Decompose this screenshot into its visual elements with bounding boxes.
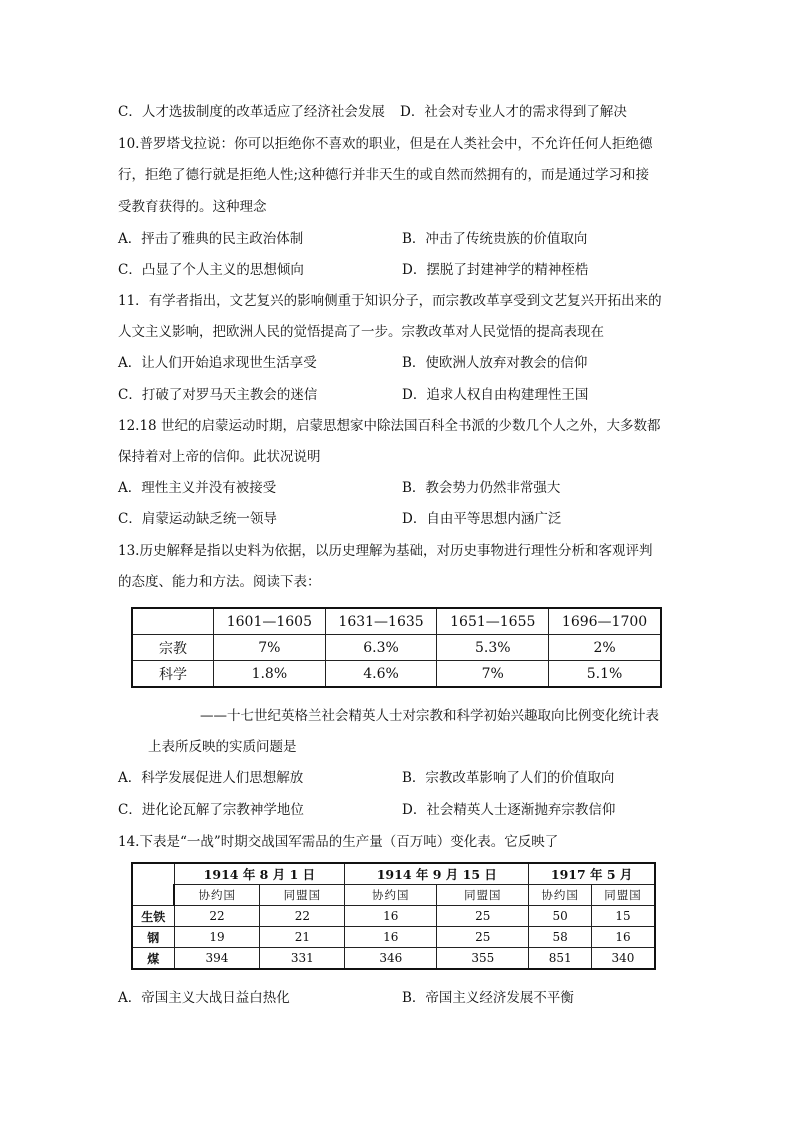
table-cell: 340 bbox=[591, 948, 655, 970]
table-header: 1696—1700 bbox=[549, 608, 661, 635]
q13-question: 上表所反映的实质问题是 bbox=[148, 739, 297, 755]
table-cell: 5.3% bbox=[437, 635, 549, 661]
table-cell: 6.3% bbox=[325, 635, 437, 661]
q11-option-a: A．让人们开始追求现世生活享受 bbox=[118, 355, 317, 371]
table-header-side: 同盟国 bbox=[437, 885, 529, 906]
table-cell: 331 bbox=[260, 948, 345, 970]
q10-stem-line2: 行，拒绝了德行就是拒绝人性;这种德行并非天生的或自然而然拥有的，而是通过学习和接 bbox=[118, 167, 650, 183]
row-label: 科学 bbox=[132, 661, 214, 688]
row-label: 宗教 bbox=[132, 635, 214, 661]
q9-option-c: C．人才选拔制度的改革适应了经济社会发展 bbox=[118, 104, 385, 120]
table-cell: 1.8% bbox=[214, 661, 326, 688]
q10-option-d: D．摆脱了封建神学的精神桎梏 bbox=[402, 262, 589, 278]
table-cell: 16 bbox=[345, 927, 437, 948]
q13-table-caption: ——十七世纪英格兰社会精英人士对宗教和科学初始兴趣取向比例变化统计表 bbox=[200, 708, 659, 724]
q13-option-c: C．进化论瓦解了宗教神学地位 bbox=[118, 802, 304, 818]
table-cell: 16 bbox=[345, 906, 437, 927]
q12-option-a: A．理性主义并没有被接受 bbox=[118, 480, 277, 496]
table-cell: 16 bbox=[591, 927, 655, 948]
table-header-side: 协约国 bbox=[529, 885, 592, 906]
table-cell: 22 bbox=[174, 906, 260, 927]
table-header-side: 协约国 bbox=[345, 885, 437, 906]
q14-option-a: A．帝国主义大战日益白热化 bbox=[118, 990, 290, 1006]
q10-option-b: B．冲击了传统贵族的价值取向 bbox=[402, 231, 588, 247]
row-label: 生铁 bbox=[132, 906, 174, 927]
q10-option-a: A．抨击了雅典的民主政治体制 bbox=[118, 231, 304, 247]
table-header-side: 协约国 bbox=[174, 885, 260, 906]
q11-option-d: D．追求人权自由构建理性王国 bbox=[402, 387, 589, 403]
table-header-date: 1914 年 9 月 15 日 bbox=[345, 863, 529, 885]
table-row bbox=[132, 906, 655, 927]
table-row bbox=[132, 608, 661, 635]
table-row bbox=[132, 635, 661, 661]
table-row bbox=[132, 863, 655, 885]
q14-option-b: B．帝国主义经济发展不平衡 bbox=[402, 990, 574, 1006]
q11-option-c: C．打破了对罗马天主教会的迷信 bbox=[118, 387, 318, 403]
table-cell: 4.6% bbox=[325, 661, 437, 688]
q14-table bbox=[131, 862, 656, 970]
table-header: 1601—1605 bbox=[214, 608, 326, 635]
table-cell: 25 bbox=[437, 906, 529, 927]
q13-option-a: A．科学发展促进人们思想解放 bbox=[118, 770, 304, 786]
table-cell: 851 bbox=[529, 948, 592, 970]
table-cell: 58 bbox=[529, 927, 592, 948]
q12-stem-line2: 保持着对上帝的信仰。此状况说明 bbox=[118, 449, 321, 465]
q13-stem-line2: 的态度、能力和方法。阅读下表： bbox=[118, 574, 321, 590]
q11-stem-line1: 11．有学者指出，文艺复兴的影响侧重于知识分子，而宗教改革享受到文艺复兴开拓出来的 bbox=[118, 293, 662, 309]
row-label: 钢 bbox=[132, 927, 174, 948]
q13-option-d: D．社会精英人士逐渐抛弃宗教信仰 bbox=[402, 802, 616, 818]
q14-stem-line1: 14.下表是“一战”时期交战国军需品的生产量（百万吨）变化表。它反映了 bbox=[118, 834, 559, 850]
table-header-side: 同盟国 bbox=[591, 885, 655, 906]
q12-option-d: D．自由平等思想内涵广泛 bbox=[402, 511, 562, 527]
table-cell: 19 bbox=[174, 927, 260, 948]
table-header: 1651—1655 bbox=[437, 608, 549, 635]
table-cell: 25 bbox=[437, 927, 529, 948]
table-header-date: 1917 年 5 月 bbox=[529, 863, 655, 885]
q10-stem-line3: 受教育获得的。这种理念 bbox=[118, 199, 267, 215]
table-row bbox=[132, 661, 661, 688]
table-cell: 355 bbox=[437, 948, 529, 970]
table-cell: 15 bbox=[591, 906, 655, 927]
table-header-date: 1914 年 8 月 1 日 bbox=[174, 863, 345, 885]
table-cell: 2% bbox=[549, 635, 661, 661]
q10-stem-line1: 10.普罗塔戈拉说：你可以拒绝你不喜欢的职业，但是在人类社会中，不允许任何人拒绝德 bbox=[118, 136, 653, 152]
table-cell: 346 bbox=[345, 948, 437, 970]
table-cell: 22 bbox=[260, 906, 345, 927]
q11-option-b: B．使欧洲人放弃对教会的信仰 bbox=[402, 355, 588, 371]
q12-option-b: B．教会势力仍然非常强大 bbox=[402, 480, 561, 496]
q10-option-c: C．凸显了个人主义的思想倾向 bbox=[118, 262, 304, 278]
table-corner-cell bbox=[132, 863, 174, 906]
table-row bbox=[132, 948, 655, 970]
table-cell: 50 bbox=[529, 906, 592, 927]
q13-table bbox=[131, 607, 662, 688]
table-cell: 5.1% bbox=[549, 661, 661, 688]
table-cell: 394 bbox=[174, 948, 260, 970]
row-label: 煤 bbox=[132, 948, 174, 970]
q12-option-c: C．肩蒙运动缺乏统一领导 bbox=[118, 511, 277, 527]
q11-stem-line2: 人文主义影响，把欧洲人民的觉悟提高了一步。宗教改革对人民觉悟的提高表现在 bbox=[118, 324, 604, 340]
q9-option-d: D．社会对专业人才的需求得到了解决 bbox=[400, 104, 627, 120]
table-cell bbox=[132, 608, 214, 635]
table-header-side: 同盟国 bbox=[260, 885, 345, 906]
table-row bbox=[132, 927, 655, 948]
table-cell: 7% bbox=[437, 661, 549, 688]
table-cell: 21 bbox=[260, 927, 345, 948]
q12-stem-line1: 12.18 世纪的启蒙运动时期，启蒙思想家中除法国百科全书派的少数几个人之外，大多数都 bbox=[118, 418, 661, 434]
table-row bbox=[132, 885, 655, 906]
table-cell: 7% bbox=[214, 635, 326, 661]
q13-stem-line1: 13.历史解释是指以史料为依据，以历史理解为基础，对历史事物进行理性分析和客观评判 bbox=[118, 543, 653, 559]
q13-option-b: B．宗教改革影响了人们的价值取向 bbox=[402, 770, 615, 786]
table-header: 1631—1635 bbox=[325, 608, 437, 635]
